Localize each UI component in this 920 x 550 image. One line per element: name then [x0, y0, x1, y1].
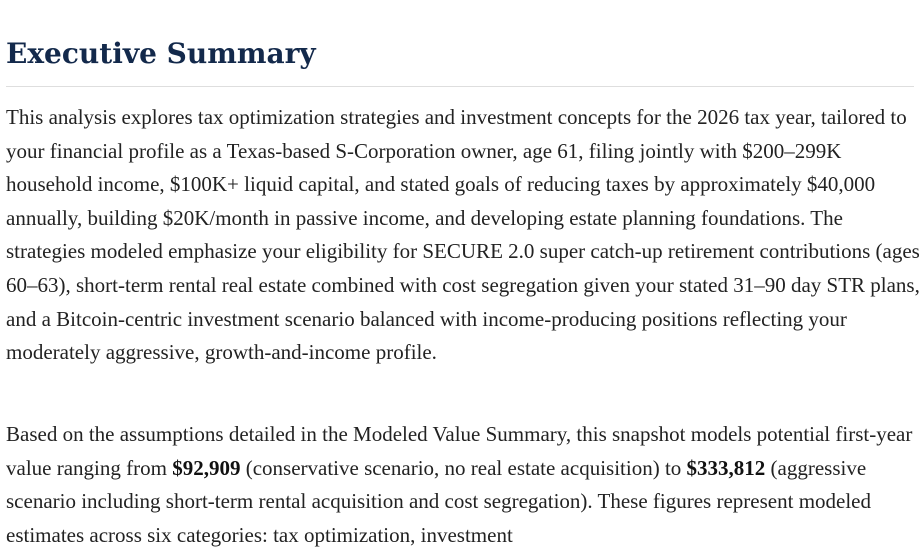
conservative-value: $92,909	[172, 455, 241, 480]
summary-paragraph-1: This analysis explores tax optimization strategies and investment concepts for the 2026 tax year, tailored to your financial profile as a Texas-based S-Corporation owner, age 61, filing jointly with $200–299K household income, $100K+ liquid capital, and stated goals of reducing taxes by approximately $40,000 annually, building $20K/month in passive income, and developing estate planning foundations. The strategies modeled emphasize your eligibility for SECURE 2.0 super catch-up retirement contributions (ages 60–63), short-term rental real estate combined with cost segregation given your stated 31–90 day STR plans, and a Bitcoin-centric investment scenario balanced with income-producing positions reflecting your moderately aggressive, growth-and-income profile.	[6, 105, 920, 365]
paragraph-2-text-c: (aggressive scenario including short-term rental acquisition and cost segregation). These figures represent modeled estimates across six categories: tax optimization, investment	[6, 455, 871, 547]
paragraph-2-text-b: (conservative scenario, no real estate acquisition) to	[240, 455, 687, 480]
aggressive-value: $333,812	[686, 455, 766, 480]
title-divider	[6, 86, 914, 87]
page-title: Executive Summary	[6, 37, 316, 70]
paragraph-2-text-a: Based on the assumptions detailed in the Modeled Value Summary, this snapshot models potential first-year value ranging from	[6, 422, 913, 480]
summary-paragraph-2	[6, 418, 920, 550]
